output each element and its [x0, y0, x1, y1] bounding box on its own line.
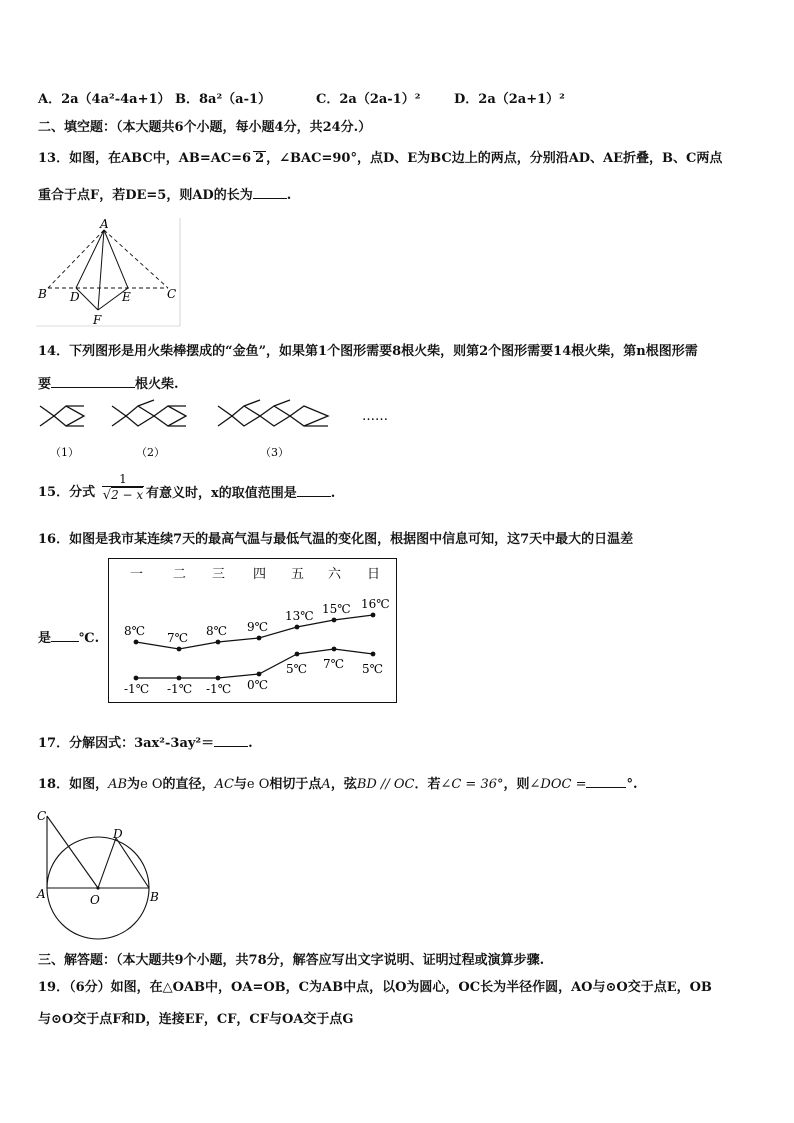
q17-text-pre: 17．分解因式：3ax²-3ay²＝ [38, 736, 215, 751]
chart-data-label: 16℃ [361, 597, 390, 611]
q13-text-a: 13．如图，在ABC中，AB=AC=6 [38, 151, 252, 166]
q15-numerator: 1 [102, 472, 144, 487]
q16-line1: 16．如图是我市某连续7天的最高气温与最低气温的变化图，根据图中信息可知，这7天中最大的日温差 [38, 532, 634, 547]
chart-data-label: 8℃ [206, 624, 228, 638]
q18-t4: 的直径， [162, 777, 215, 792]
chart-data-label: 13℃ [285, 609, 314, 623]
chart-data-label: 15℃ [322, 602, 351, 616]
q18-figure [34, 806, 164, 946]
chart-data-label: 7℃ [167, 631, 189, 645]
q18-t12: ．若 [414, 777, 441, 792]
q13-label-e: E [122, 290, 131, 304]
q15-text-end: . [330, 486, 336, 501]
q18-t13: ∠C = 36° [440, 777, 504, 792]
chart-point [332, 618, 337, 623]
q16-answer-line [38, 629, 99, 648]
q18-t2: 为 [127, 777, 141, 792]
q18-label-b: B [150, 890, 159, 904]
choice-b: B．8a²（a-1） [175, 92, 272, 107]
chart-day-label: 日 [367, 567, 381, 582]
q16-answer-blank [51, 629, 79, 642]
chart-point [371, 613, 376, 618]
chart-data-label: 5℃ [362, 662, 384, 676]
chart-point [257, 636, 262, 641]
q14-fig-label-2: （2） [136, 446, 165, 459]
q18-t15: ∠DOC = [529, 777, 587, 792]
q18-t6: 与 [233, 777, 247, 792]
q14-answer-blank [51, 375, 135, 388]
q17-answer-blank [214, 734, 248, 747]
q13-figure [36, 216, 186, 330]
chart-point [134, 640, 139, 645]
q19-line1: 19．（6分）如图，在△OAB中，OA=OB，C为AB中点，以O为圆心，OC长为半径作圆，AO与⊙O交于点E，OB [38, 980, 712, 995]
q15-answer-blank [297, 484, 331, 497]
q16-text-pre: 是 [38, 631, 52, 646]
chart-day-label: 四 [253, 567, 267, 582]
q18-t11: BD // OC [356, 777, 415, 792]
section-2-heading: 二、填空题：（本大题共6个小题，每小题4分，共24分.） [38, 120, 372, 135]
q18-t8: 相切于点 [269, 777, 322, 792]
chart-data-label: 9℃ [247, 620, 269, 634]
q18-t7: e O [246, 777, 270, 792]
chart-day-label: 六 [328, 567, 342, 582]
q19-line2: 与⊙O交于点F和D，连接EF，CF，CF与OA交于点G [38, 1012, 354, 1027]
q13-text-c: 重合于点F，若DE=5，则AD的长为 [38, 188, 253, 203]
q18-label-o: O [90, 893, 100, 907]
q15-text-pre: 15．分式 [38, 485, 96, 500]
q18-t9: A [321, 777, 331, 792]
choice-d: D．2a（2a+1）² [454, 92, 565, 107]
fish-figure-1 [40, 406, 84, 426]
chart-data-label: 7℃ [323, 657, 345, 671]
q13-text-d: . [286, 188, 292, 203]
q18-label-a: A [37, 887, 46, 901]
chart-data-label: 5℃ [286, 662, 308, 676]
q18-line [38, 775, 638, 794]
chart-point [257, 672, 262, 677]
q13-text-b: ，∠BAC=90°，点D、E为BC边上的两点，分别沿AD、AE折叠，B、C两点 [266, 151, 723, 166]
q18-t3: e O [140, 777, 163, 792]
q14-line1: 14．下列图形是用火柴棒摆成的“金鱼”，如果第1个图形需要8根火柴，则第2个图形需要14根火柴，第n根图形需 [38, 344, 698, 359]
chart-point [177, 647, 182, 652]
choice-c: C．2a（2a-1）² [316, 92, 421, 107]
q18-t10: ，弦 [330, 777, 357, 792]
chart-point [332, 647, 337, 652]
q13-line2 [38, 186, 291, 205]
q13-line1 [38, 150, 722, 168]
temperature-chart [108, 558, 398, 704]
q18-label-d: D [113, 827, 123, 841]
q13-sqrt: 2 [255, 151, 265, 166]
q14-text-b: 根火柴. [135, 377, 179, 392]
q13-label-d: D [70, 290, 80, 304]
chart-data-label: 0℃ [247, 678, 269, 692]
fish-figure-2 [112, 400, 186, 426]
q18-t5: AC [214, 777, 234, 792]
q14-text-a: 要 [38, 377, 52, 392]
chart-point [295, 652, 300, 657]
q18-label-c: C [37, 809, 47, 823]
chart-point [371, 652, 376, 657]
fish-figure-3 [218, 400, 328, 426]
q16-text-post: ℃. [79, 631, 100, 646]
chart-day-label: 三 [212, 567, 226, 582]
chart-point [216, 676, 221, 681]
q15-denominator: 2 − x [111, 488, 144, 502]
q14-line2 [38, 375, 179, 394]
q13-label-a: A [100, 217, 109, 231]
chart-point [177, 676, 182, 681]
section-3-heading: 三、解答题：（本大题共9个小题，共78分，解答应写出文字说明、证明过程或演算步骤. [38, 953, 545, 968]
chart-data-label: 8℃ [124, 624, 146, 638]
chart-day-label: 一 [130, 567, 144, 582]
q13-answer-blank [253, 186, 287, 199]
q15-line [146, 484, 335, 503]
q18-answer-blank [586, 775, 626, 788]
q17-text-post: . [248, 736, 253, 751]
q14-fig-label-1: （1） [50, 446, 79, 459]
chart-day-label: 二 [173, 567, 187, 582]
chart-data-label: -1℃ [124, 682, 150, 696]
chart-day-label: 五 [291, 567, 305, 582]
chart-point [216, 640, 221, 645]
q17-line [38, 734, 253, 753]
q18-t16: °. [626, 777, 638, 792]
q18-t1: AB [108, 777, 128, 792]
q15-text-post: 有意义时，x的取值范围是 [146, 486, 297, 501]
q15-fraction: $\frac{1}{√2 - x}$ [102, 472, 144, 503]
q18-t14: ，则 [503, 777, 530, 792]
q13-label-c: C [167, 287, 177, 301]
chart-point [134, 676, 139, 681]
q14-fig-label-3: （3） [260, 446, 289, 459]
q14-ellipsis: …… [362, 409, 388, 424]
q13-label-b: B [38, 287, 47, 301]
chart-data-label: -1℃ [206, 682, 232, 696]
q14-figure [36, 398, 396, 464]
q13-label-f: F [93, 313, 102, 327]
chart-point [295, 625, 300, 630]
chart-data-label: -1℃ [167, 682, 193, 696]
q18-t0: 18．如图， [38, 777, 109, 792]
choice-a: A．2a（4a²-4a+1） [38, 92, 171, 107]
